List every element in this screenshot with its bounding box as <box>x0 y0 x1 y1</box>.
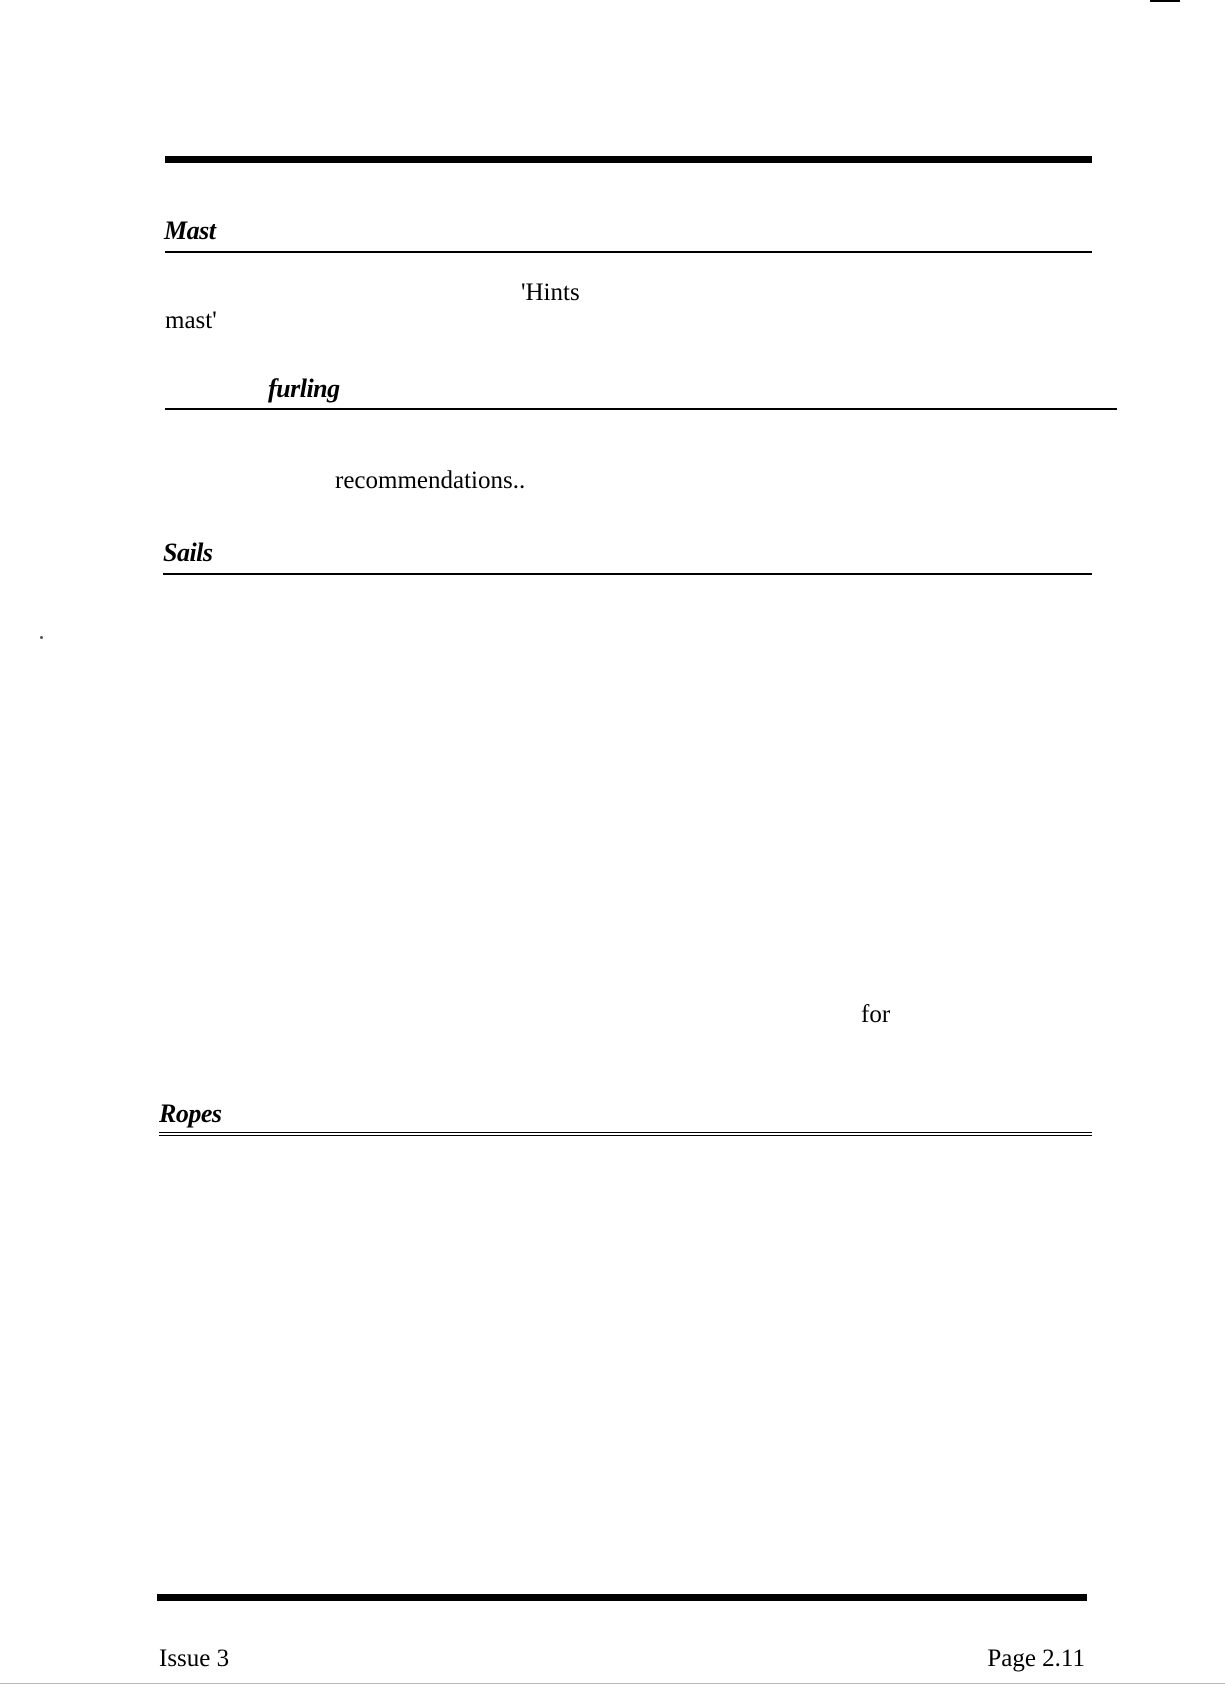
scan-speck-left <box>40 636 43 639</box>
section-heading-sails: Sails <box>163 538 213 567</box>
mast-fragment-hints: 'Hints <box>521 279 580 306</box>
section-rule-furling <box>165 408 1117 410</box>
footer-issue: Issue 3 <box>159 1645 230 1672</box>
section-rule-sails <box>163 573 1092 575</box>
sails-fragment-for: for <box>861 1001 891 1028</box>
scan-mark-top-right <box>1150 0 1180 2</box>
section-heading-ropes: Ropes <box>159 1099 222 1128</box>
section-rule-ropes <box>159 1132 1092 1133</box>
bottom-rule <box>157 1594 1087 1601</box>
section-rule-ropes-lower <box>159 1135 1092 1136</box>
section-heading-mast: Mast <box>164 216 216 245</box>
scan-dashed-bottom <box>0 1683 1225 1684</box>
top-rule <box>165 156 1092 163</box>
section-rule-mast <box>165 251 1092 253</box>
section-heading-furling: furling <box>268 374 340 403</box>
furling-fragment-recommendations: recommendations.. <box>335 467 526 494</box>
mast-fragment-mast: mast' <box>165 307 217 334</box>
footer-page-number: Page 2.11 <box>987 1645 1085 1672</box>
